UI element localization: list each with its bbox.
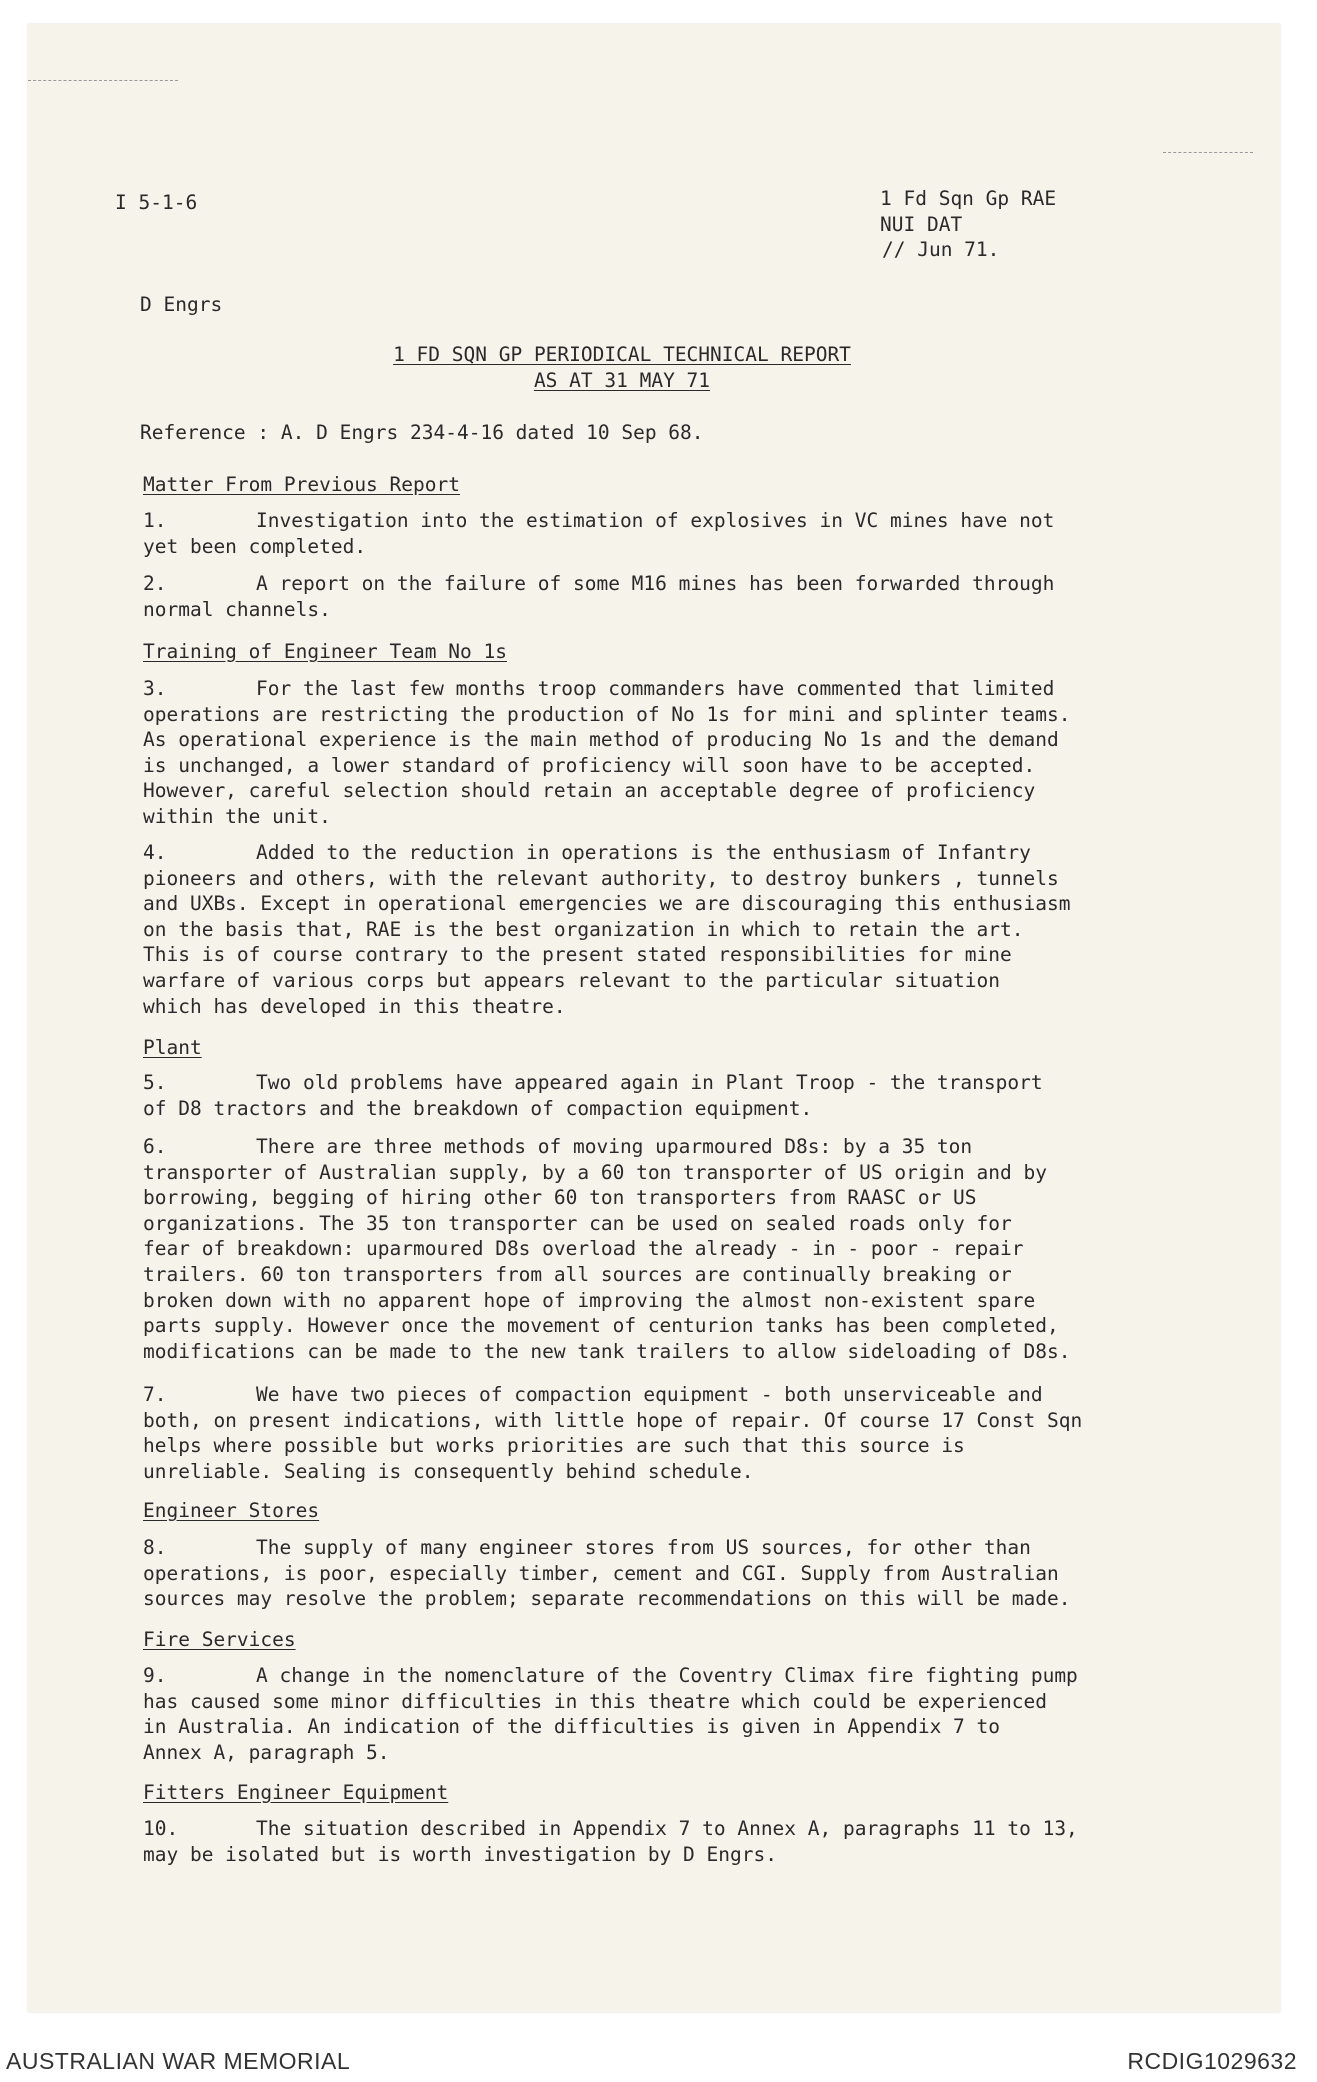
paragraph-9: 9. A change in the nomenclature of the Coventry Climax fire fighting pump has caused some minor difficulties in this theatre which could be experienced in Australia. An indication of the difficulties is given in Appendix 7 to Annex A, paragraph 5. <box>143 1664 1078 1764</box>
paragraph-number: 10. <box>143 1817 179 1840</box>
sender-date: // Jun 71. <box>882 238 1000 262</box>
paragraph-6: 6. There are three methods of moving uparmoured D8s: by a 35 ton transporter of Australian supply, by a 60 ton transporter of US origin and by borrowing, begging of hiring other 60 ton transporters from RAASC or US organizations. The 35 ton transporter can be used on sealed roads only for fear of breakdown: uparmoured D8s overload the already - in - poor - repair trailers. 60 ton transporters from all sources are continually breaking or broken down with no apparent hope of improving the almost non-existent spare parts supply. However once the movement of centurion tanks has been completed, modifications can be made to the new tank trailers to allow sideloading of D8s. <box>143 1135 1071 1363</box>
report-title <box>372 342 872 393</box>
paragraph-1: 1. Investigation into the estimation of explosives in VC mines have not yet been completed. <box>143 509 1055 558</box>
reference-line: Reference : A. D Engrs 234-4-16 dated 10 Sep 68. <box>140 421 704 444</box>
paragraph-number: 3. <box>143 677 167 700</box>
paragraph-10: 10. The situation described in Appendix 7 to Annex A, paragraphs 11 to 13, may be isolated but is worth investigation by D Engrs. <box>143 1817 1078 1866</box>
section-heading: Matter From Previous Report <box>143 473 460 496</box>
report-title-line-2: AS AT 31 MAY 71 <box>533 368 711 392</box>
section-heading: Fitters Engineer Equipment <box>143 1781 449 1804</box>
footer-institution: AUSTRALIAN WAR MEMORIAL <box>6 2048 351 2074</box>
report-title-line-1: 1 FD SQN GP PERIODICAL TECHNICAL REPORT <box>393 343 851 366</box>
paragraph-4: 4. Added to the reduction in operations is the enthusiasm of Infantry pioneers and others, with the relevant authority, to destroy bunkers , tunnels and UXBs. Except in operational emergencies we are discouraging this enthusiasm on the basis that, RAE is the best organization in which to retain the art. This is of course contrary to the present stated responsibilities for mine warfare of various corps but appears relevant to the particular situation which has developed in this theatre. <box>143 841 1071 1018</box>
scan-mark <box>28 80 178 82</box>
paragraph-number: 6. <box>143 1135 167 1158</box>
section-heading: Plant <box>143 1036 202 1059</box>
paragraph-8: 8. The supply of many engineer stores from US sources, for other than operations, is poor, especially timber, cement and CGI. Supply from Australian sources may resolve the problem; separate recommendations on this will be made. <box>143 1536 1071 1611</box>
footer-record-id: RCDIG1029632 <box>1127 2048 1297 2074</box>
section-heading: Fire Services <box>143 1628 296 1651</box>
paragraph-number: 2. <box>143 572 167 595</box>
scan-mark <box>1163 152 1253 154</box>
paragraph-number: 1. <box>143 509 167 532</box>
sender-block <box>880 186 1056 263</box>
paragraph-number: 5. <box>143 1071 167 1094</box>
paragraph-5: 5. Two old problems have appeared again in Plant Troop - the transport of D8 tractors and the breakdown of compaction equipment. <box>143 1071 1043 1120</box>
paragraph-7: 7. We have two pieces of compaction equipment - both unserviceable and both, on present indications, with little hope of repair. Of course 17 Const Sqn helps where possible but works priorities are such that this source is unreliable. Sealing is consequently behind schedule. <box>143 1383 1083 1483</box>
paragraph-number: 8. <box>143 1536 167 1559</box>
sender-location: NUI DAT <box>880 212 963 236</box>
paragraph-number: 9. <box>143 1664 167 1687</box>
paragraph-number: 7. <box>143 1383 167 1406</box>
sender-unit: 1 Fd Sqn Gp RAE <box>880 187 1057 210</box>
section-heading: Training of Engineer Team No 1s <box>143 640 507 663</box>
addressee: D Engrs <box>140 293 223 316</box>
paragraph-number: 4. <box>143 841 167 864</box>
paragraph-2: 2. A report on the failure of some M16 mines has been forwarded through normal channels. <box>143 572 1055 621</box>
file-reference: I 5-1-6 <box>115 191 198 214</box>
section-heading: Engineer Stores <box>143 1499 320 1522</box>
paragraph-3: 3. For the last few months troop commanders have commented that limited operations are restricting the production of No 1s for mini and splinter teams. As operational experience is the main method of producing No 1s and the demand is unchanged, a lower standard of proficiency will soon have to be accepted. However, careful selection should retain an acceptable degree of proficiency within the unit. <box>143 677 1071 828</box>
